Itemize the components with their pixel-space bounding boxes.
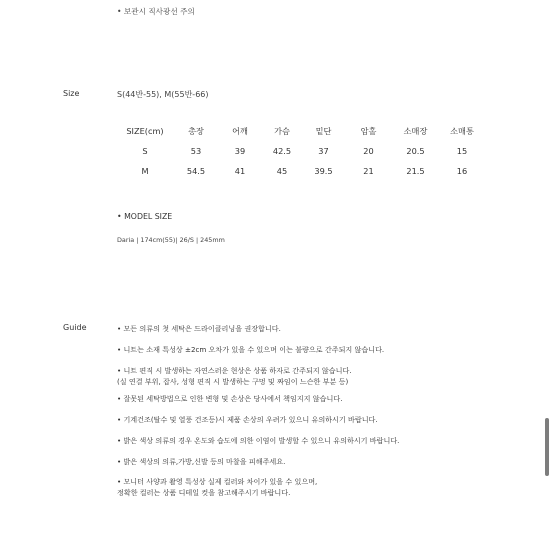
size-table-row <box>116 161 485 181</box>
size-table-header-cell: 암홀 <box>360 125 377 136</box>
guide-item-line: • 밝은 색상 의류의 경우 온도와 습도에 의한 이염이 발생할 수 있으니 유의하시기 바랍니다. <box>117 436 400 445</box>
size-table-cell: 20.5 <box>406 146 425 156</box>
size-table-cell: 21 <box>363 166 374 176</box>
size-table-cell: 39.5 <box>314 166 333 176</box>
guide-item-line: • 밝은 색상의 의류,가방,신발 등의 마찰을 피해주세요. <box>117 457 286 466</box>
size-table-header-cell: 총장 <box>188 125 204 136</box>
size-table-cell: 42.5 <box>272 146 292 156</box>
guide-item-line: • 잘못된 세탁방법으로 인한 변형 및 손상은 당사에서 책임지지 않습니다. <box>117 394 343 403</box>
size-range: S(44반-55), M(55반-66) <box>117 90 209 99</box>
guide-item-line: • 기계건조(탈수 및 열풍 건조등)시 제품 손상의 우려가 있으니 유의하시기 바랍니다. <box>117 415 378 424</box>
size-table-cell: M <box>141 166 149 176</box>
size-table-cell: S <box>142 146 148 156</box>
size-table-header-cell: 어깨 <box>232 125 248 136</box>
size-table-header <box>116 121 485 141</box>
guide-item <box>117 476 317 498</box>
guide-item-line: • 니트 편직 시 발생하는 자연스러운 현상은 상품 하자로 간주되지 않습니다. <box>117 366 352 375</box>
guide-item <box>117 344 384 355</box>
guide-item <box>117 323 281 334</box>
size-table <box>116 121 485 181</box>
size-table-cell: 21.5 <box>406 166 425 176</box>
size-table-cell: 53 <box>190 146 202 156</box>
guide-item-line: 정확한 컬러는 상품 디테일 컷을 참고해주시기 바랍니다. <box>117 488 291 497</box>
size-table-header-cell: SIZE(cm) <box>126 126 164 136</box>
guide-item-line: • 모든 의류의 첫 세탁은 드라이클리닝을 권장합니다. <box>117 324 281 333</box>
guide-item <box>117 435 399 446</box>
size-table-cell: 45 <box>276 166 288 176</box>
scrollbar[interactable] <box>545 418 549 476</box>
size-table-cell: 39 <box>234 146 246 156</box>
guide-section-label: Guide <box>63 323 87 332</box>
guide-item <box>117 393 342 404</box>
guide-item <box>117 365 352 387</box>
size-table-header-cell: 가슴 <box>274 125 290 136</box>
size-table-cell: 54.5 <box>186 166 206 176</box>
guide-item-line: • 니트는 소재 특성상 ±2cm 오차가 있을 수 있으며 이는 불량으로 간주되지 않습니다. <box>117 345 385 354</box>
model-size-title: • MODEL SIZE <box>117 212 173 221</box>
size-table-cell: 16 <box>456 166 468 176</box>
size-table-cell: 37 <box>318 146 329 156</box>
size-table-header-cell: 소매통 <box>450 125 474 136</box>
size-table-cell: 15 <box>456 146 468 156</box>
care-note: • 보관시 직사광선 주의 <box>117 7 195 16</box>
size-table-cell: 20 <box>363 146 374 156</box>
size-section-label: Size <box>63 89 80 98</box>
size-table-header-cell: 소매장 <box>403 125 428 136</box>
guide-item <box>117 414 378 425</box>
guide-item <box>117 456 285 467</box>
guide-item-line: (실 연결 부위, 잡사, 성형 편직 시 발생하는 구멍 및 짜임이 느슨한 부분 등) <box>117 377 349 386</box>
size-table-row <box>116 141 485 161</box>
model-info: Daria | 174cm(55)| 26/S | 245mm <box>117 236 225 244</box>
size-table-cell: 41 <box>234 166 246 176</box>
guide-item-line: • 모니터 사양과 촬영 특성상 실제 컬러와 차이가 있을 수 있으며, <box>117 477 318 486</box>
size-table-header-cell: 밑단 <box>315 125 332 136</box>
